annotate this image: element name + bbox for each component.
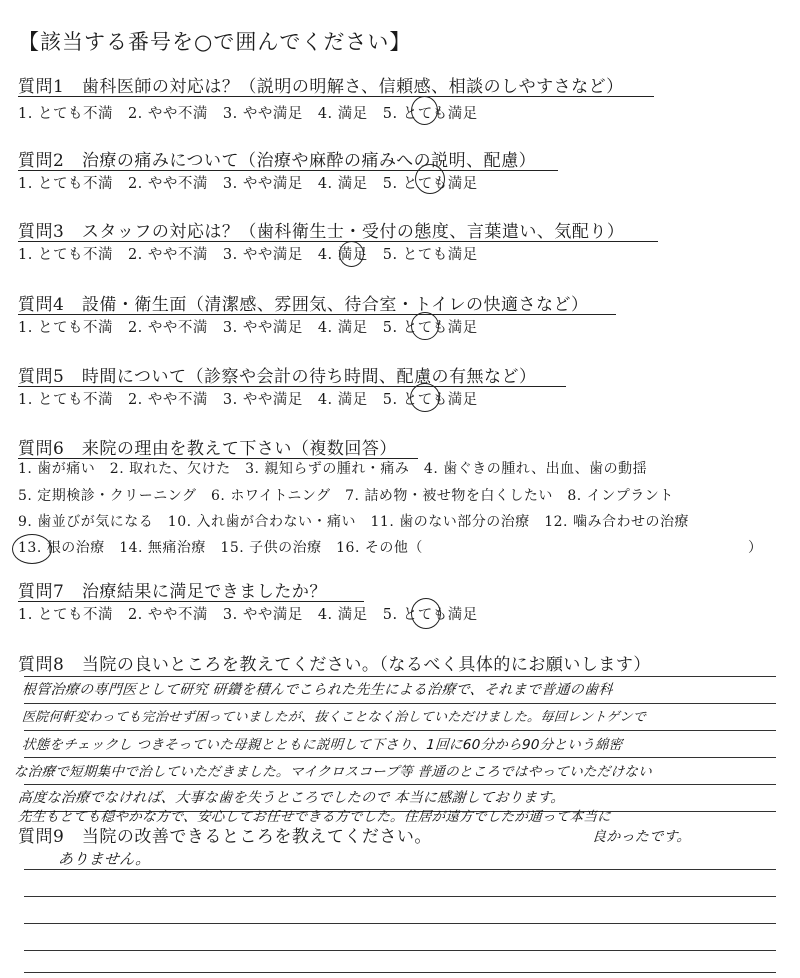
answer-circle-q4 xyxy=(411,312,439,340)
question-6-option-row-3: 9. 歯並びが気になる 10. 入れ歯が合わない・痛い 11. 歯のない部分の治療 12. 噛み合わせの治療 xyxy=(18,514,689,530)
question-6-option-row-2: 5. 定期検診・クリーニング 6. ホワイトニング 7. 詰め物・被せ物を白くしたい 8. インプラント xyxy=(18,488,674,504)
question-4-underline xyxy=(18,314,616,315)
q8-handwritten-line-6: 先生もとても穏やかな方で、安心してお任せできる方でした。住居が遠方でしたが通って本当に xyxy=(17,809,612,825)
q8-handwritten-line-2: 医院何軒変わっても完治せず困っていましたが、抜くことなく治していただけました。毎回レントゲンで xyxy=(21,710,647,725)
answer-circle-q6 xyxy=(12,534,52,564)
question-3-label: 質問3 スタッフの対応は？（歯科衛生士・受付の態度、言葉遣い、気配り） xyxy=(18,222,625,242)
answer-rule xyxy=(24,972,776,973)
question-2-label: 質問2 治療の痛みについて（治療や麻酔の痛みへの説明、配慮） xyxy=(18,151,537,171)
answer-circle-q5 xyxy=(410,383,440,412)
answer-rule xyxy=(24,757,776,758)
question-2-options: 1. とても不満 2. やや不満 3. やや満足 4. 満足 5. とても満足 xyxy=(18,176,478,192)
q9-handwritten-answer: ありません。 xyxy=(57,850,152,868)
answer-rule xyxy=(24,784,776,785)
question-1-label: 質問1 歯科医師の対応は？（説明の明解さ、信頼感、相談のしやすさなど） xyxy=(18,77,624,97)
question-9-label: 質問9 当院の改善できるところを教えてください。 xyxy=(18,827,432,847)
question-1-underline xyxy=(18,96,654,97)
q8-handwritten-line-3: 状態をチェックし つきそっていた母親とともに説明して下さり、1回に60分から90分という綿密 xyxy=(21,737,624,753)
answer-rule xyxy=(24,896,776,897)
question-6-option-row-4: 13. 根の治療 14. 無痛治療 15. 子供の治療 16. その他（ xyxy=(18,540,423,556)
question-5-label: 質問5 時間について（診察や会計の待ち時間、配慮の有無など） xyxy=(18,367,537,387)
question-7-label: 質問7 治療結果に満足できましたか？ xyxy=(18,582,327,602)
question-4-label: 質問4 設備・衛生面（清潔感、雰囲気、待合室・トイレの快適さなど） xyxy=(18,295,589,315)
answer-rule xyxy=(24,923,776,924)
question-6-label: 質問6 来院の理由を教えて下さい（複数回答） xyxy=(18,439,397,459)
question-8-label: 質問8 当院の良いところを教えてください。（なるべく具体的にお願いします） xyxy=(18,655,651,675)
answer-rule xyxy=(24,869,776,870)
answer-rule xyxy=(24,950,776,951)
question-6-option-row-1: 1. 歯が痛い 2. 取れた、欠けた 3. 親知らずの腫れ・痛み 4. 歯ぐきの腫れ、出血、歯の動揺 xyxy=(18,461,648,477)
question-2-underline xyxy=(18,170,558,171)
q8-handwritten-line-1: 根管治療の専門医として研究 研鑽を積んでこられた先生による治療で、それまで普通の歯科 xyxy=(21,682,614,698)
answer-rule xyxy=(24,676,776,677)
answer-circle-q7 xyxy=(411,598,441,629)
q8-handwritten-line-4: な治療で短期集中で治していただきました。マイクロスコープ等 普通のところではやっていただけない xyxy=(13,764,653,780)
answer-rule xyxy=(24,703,776,704)
question-5-options: 1. とても不満 2. やや不満 3. やや満足 4. 満足 5. とても満足 xyxy=(18,392,478,408)
question-5-underline xyxy=(18,386,566,387)
question-1-options: 1. とても不満 2. やや不満 3. やや満足 4. 満足 5. とても満足 xyxy=(18,106,478,122)
question-6-close-paren: ） xyxy=(748,540,763,556)
page-title: 【該当する番号を○で囲んでください】 xyxy=(18,30,412,54)
answer-circle-q1 xyxy=(411,96,438,125)
q8-handwritten-line-7: 良かったです。 xyxy=(591,829,692,845)
question-7-options: 1. とても不満 2. やや不満 3. やや満足 4. 満足 5. とても満足 xyxy=(18,607,478,623)
answer-rule xyxy=(24,730,776,731)
q8-handwritten-line-5: 高度な治療でなければ、大事な歯を失うところでしたので 本当に感謝しております。 xyxy=(17,790,566,806)
answer-circle-q2 xyxy=(415,164,445,194)
question-3-underline xyxy=(18,241,658,242)
question-3-options: 1. とても不満 2. やや不満 3. やや満足 4. 満足 5. とても満足 xyxy=(18,247,478,263)
answer-circle-q3 xyxy=(339,241,364,267)
question-7-underline xyxy=(18,601,364,602)
question-4-options: 1. とても不満 2. やや不満 3. やや満足 4. 満足 5. とても満足 xyxy=(18,320,478,336)
